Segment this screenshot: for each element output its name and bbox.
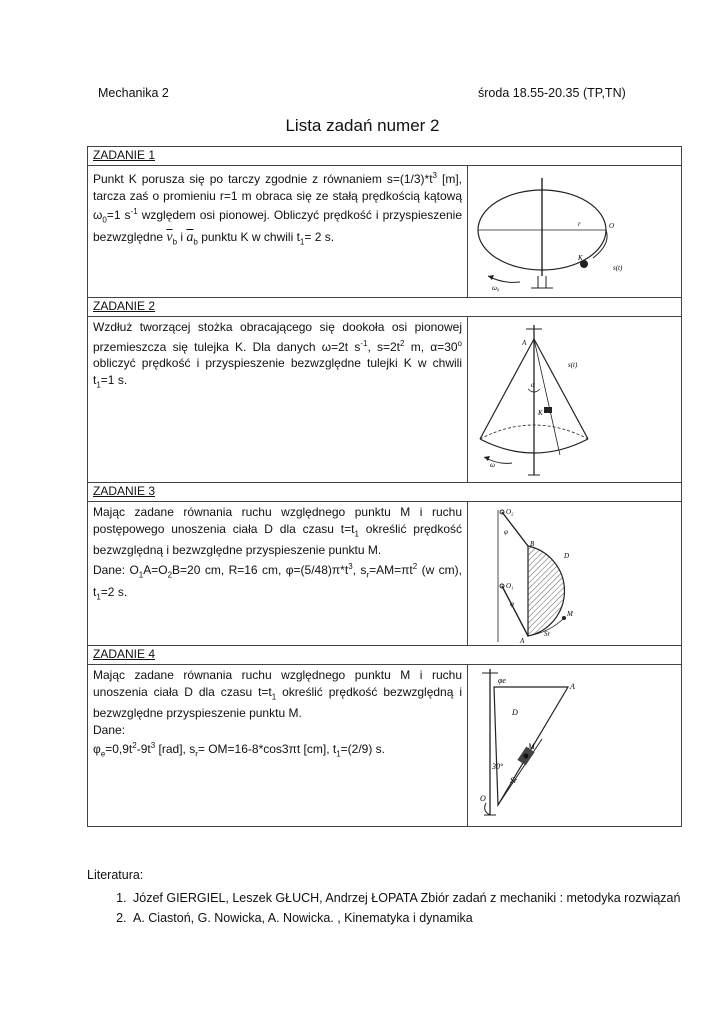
- literature-heading: Literatura:: [87, 868, 144, 882]
- task-3-text: Mając zadane równania ruchu względnego punktu M i ruchu postępowego unoszenia ciała D dla czasu $t=t_1$ określić prędkość bezwzględną i bezwzględne przyspieszenie punktu M. Dane: $O_1A=O_2B=20$ cm, R=16 cm, $\varphi=(5/48)\pi*t^3$, $s_r=AM=\pi t^2$ (w cm), $t_1=2$ s.: [88, 502, 468, 646]
- task-4-text: Mając zadane równania ruchu względnego punktu M i ruchu unoszenia ciała D dla czasu $t=t_1$ określić prędkość bezwzględną i bezwzględne przyspieszenie punktu M. Dane: $\varphi_e=0,9t^2-9t^3$ [rad], $s_r= OM=16-8*\cos 3\pi t$ [cm], $t_1=(2/9)$ s.: [88, 665, 468, 827]
- fig-label: s(t): [568, 361, 578, 369]
- literature-item: 2. A. Ciastoń, G. Nowicka, A. Nowicka. , Kinematyka i dynamika: [130, 908, 725, 928]
- fig-label: ω₀: [492, 284, 500, 292]
- fig-label: B: [530, 540, 535, 548]
- task-1-heading: ZADANIE 1: [88, 147, 682, 166]
- task-4-heading: ZADANIE 4: [88, 646, 682, 665]
- fig-label: A: [522, 339, 527, 347]
- course-name: Mechanika 2: [98, 86, 169, 100]
- fig-label: Sr: [510, 776, 518, 785]
- fig-label: r: [578, 220, 581, 228]
- fig-label: s(t): [613, 264, 623, 272]
- fig-label: D: [512, 708, 518, 717]
- page-title: Lista zadań numer 2: [285, 116, 440, 135]
- fig-label: O: [609, 222, 615, 230]
- task-2-text: Wzdłuż tworzącej stożka obracającego się dookoła osi pionowej przemieszcza się tulejka K. Dla danych ω=2t $s^{-1}$, $s=2t^2$ m, $\alpha=30^o$ obliczyć prędkość i przyspieszenie bezwzględne tulejki K w chwili $t_1=1$ s.: [88, 317, 468, 483]
- fig-label: φe: [498, 676, 506, 685]
- literature-item: 1. Józef GIERGIEL, Leszek GŁUCH, Andrzej ŁOPATA Zbiór zadań z mechaniki : metodyka rozwiązań: [130, 888, 725, 908]
- task-4-figure: [468, 665, 682, 827]
- fig-label: O₂: [506, 508, 514, 516]
- fig-label: K: [578, 254, 583, 262]
- fig-label: K: [538, 409, 543, 417]
- literature-list: [87, 888, 725, 928]
- fig-label: Sr: [544, 630, 551, 638]
- fig-label: O₁: [506, 582, 514, 590]
- fig-label: M: [567, 610, 573, 618]
- task-3-figure: [468, 502, 682, 646]
- fig-label: O: [480, 794, 486, 803]
- fig-label: A: [570, 682, 575, 691]
- task-3-heading: ZADANIE 3: [88, 483, 682, 502]
- fig-label: A: [520, 637, 525, 645]
- fig-label: φ: [504, 528, 508, 536]
- tasks-table: [87, 146, 682, 827]
- task-2-heading: ZADANIE 2: [88, 298, 682, 317]
- fig-label: 30°: [492, 762, 504, 771]
- task-1-figure: [468, 166, 682, 298]
- fig-label: D: [564, 552, 570, 560]
- schedule: środa 18.55-20.35 (TP,TN): [478, 86, 626, 100]
- fig-label: ω: [490, 461, 495, 469]
- task-2-figure: [468, 317, 682, 483]
- fig-label: M: [528, 742, 535, 751]
- task-1-text: Punkt K porusza się po tarczy zgodnie z równaniem $s=(1/3)*t^3$ [m], tarcza zaś o promieniu r=1 m obraca się ze stałą prędkością kątową $\omega_0=1$ $s^{-1}$ względem osi pionowej. Obliczyć prędkość i przyspieszenie bezwzględne $\overline{v}_b$ i $\overline{a}_b$ punktu K w chwili $t_1= 2$ s.: [88, 166, 468, 298]
- fig-label: φ: [510, 600, 514, 608]
- fig-label: α: [531, 381, 535, 389]
